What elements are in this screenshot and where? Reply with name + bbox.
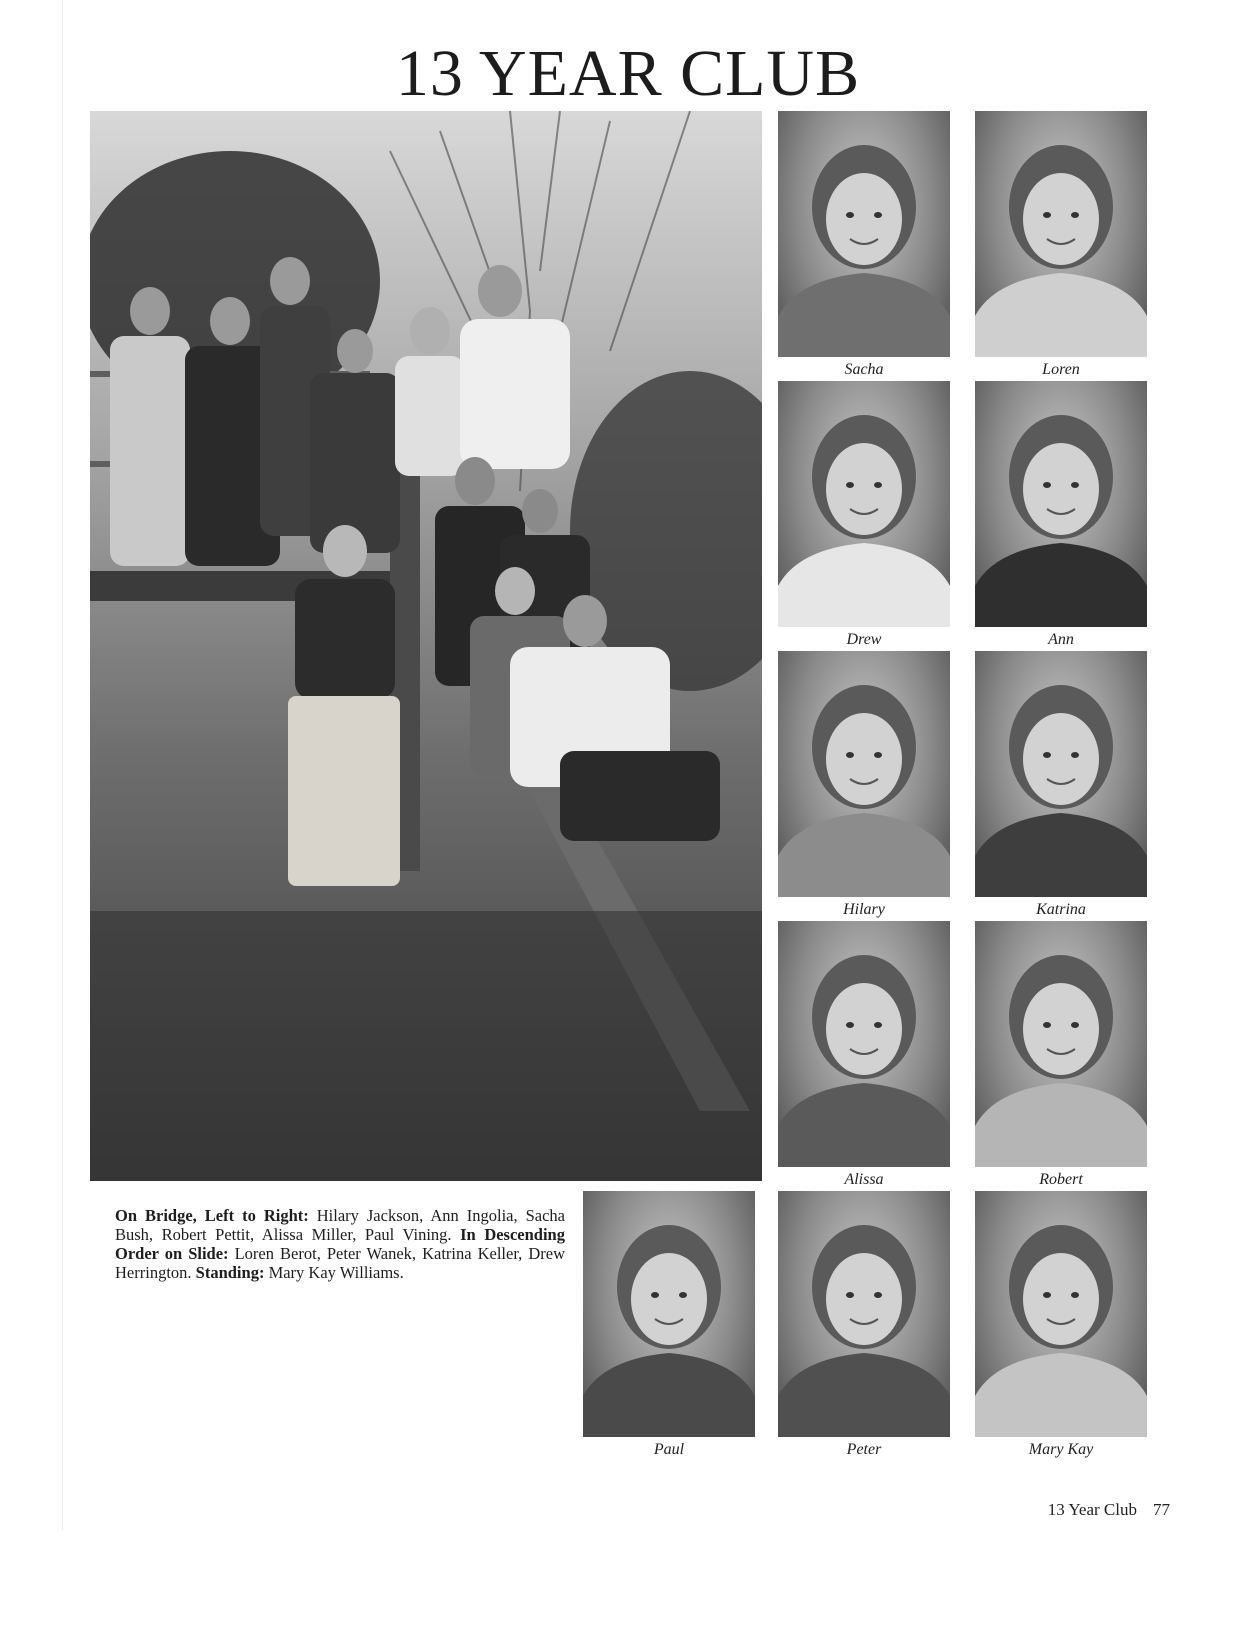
portrait-illustration [778,381,950,627]
portrait-label-ann: Ann [1048,631,1074,648]
portrait-photo-robert [975,921,1147,1167]
caption-standing-names: Mary Kay Williams. [264,1263,404,1282]
portrait-label-sacha: Sacha [844,361,884,378]
portrait-photo-drew [778,381,950,627]
portrait-photo-hilary [778,651,950,897]
portrait-photo-paul [583,1191,755,1437]
portrait-label-hilary: Hilary [843,901,885,918]
portrait-label-mary-kay: Mary Kay [1028,1441,1094,1458]
caption-on-bridge-label: On Bridge, Left to Right: [115,1206,309,1225]
page-footer [980,1500,1170,1520]
group-photo-illustration [90,111,762,1181]
portrait-photo-peter [778,1191,950,1437]
portrait-photo-loren [975,111,1147,357]
portrait-label-katrina: Katrina [1036,901,1086,918]
portrait-label-peter: Peter [846,1441,882,1458]
portrait-photo-mary-kay [975,1191,1147,1437]
caption-slide-label: In Descending Order on Slide: [115,1225,565,1263]
portrait-illustration [975,111,1147,357]
footer-page-number: 77 [1153,1500,1170,1519]
portrait-label-loren: Loren [1042,361,1080,378]
portrait-illustration [975,921,1147,1167]
portrait-label-alissa: Alissa [844,1171,884,1188]
portrait-label-drew: Drew [846,631,882,648]
portrait-illustration [975,651,1147,897]
portrait-label-paul: Paul [653,1441,685,1458]
photo-caption [115,1206,565,1282]
portrait-photo-sacha [778,111,950,357]
portrait-illustration [975,381,1147,627]
portrait-illustration [778,111,950,357]
caption-on-bridge-names: Hilary Jackson, Ann Ingolia, Sacha Bush, Robert Pettit, Alissa Miller, Paul Vining. [115,1206,565,1244]
footer-section-name: 13 Year Club [1047,1500,1137,1519]
caption-slide-names: Loren Berot, Peter Wanek, Katrina Keller, Drew Herrington. [115,1244,565,1282]
portrait-photo-katrina [975,651,1147,897]
page-edge-line [62,0,63,1530]
group-photo [90,111,762,1181]
page-title: 13 YEAR CLUB [395,37,861,110]
portrait-label-robert: Robert [1039,1171,1083,1188]
portrait-illustration [778,651,950,897]
portrait-illustration [778,1191,950,1437]
portrait-photo-ann [975,381,1147,627]
portrait-illustration [778,921,950,1167]
portrait-photo-alissa [778,921,950,1167]
caption-standing-label: Standing: [195,1263,265,1282]
portrait-illustration [583,1191,755,1437]
portrait-illustration [975,1191,1147,1437]
